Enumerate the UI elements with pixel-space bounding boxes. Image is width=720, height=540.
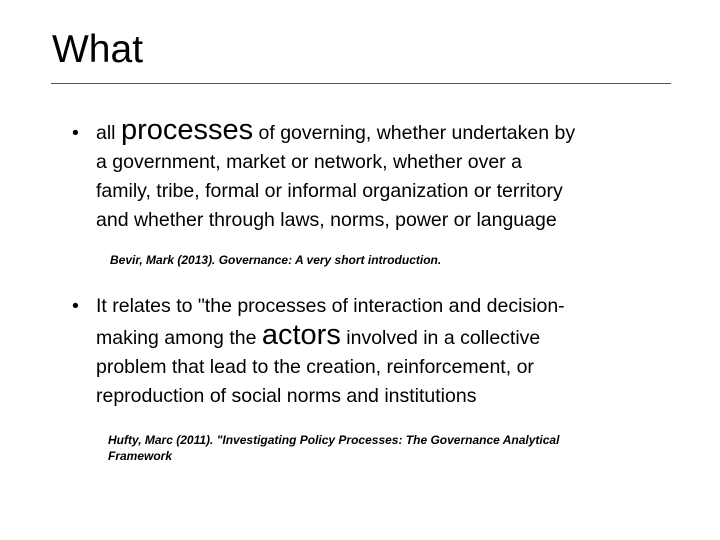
citation-line: Hufty, Marc (2011). "Investigating Policy Processes: The Governance Analytical — [108, 433, 560, 447]
bullet-item — [72, 292, 692, 411]
bullet-icon: • — [72, 122, 79, 144]
bullet-icon: • — [72, 295, 79, 317]
bullet-text: of governing, whether undertaken by — [253, 122, 576, 144]
bullet-line — [72, 321, 692, 353]
bullet-line — [72, 116, 692, 148]
bullet-line — [72, 292, 692, 321]
bullet-text: It relates to "the processes of interaction and decision- — [96, 295, 565, 317]
bullet-line: and whether through laws, norms, power or language — [96, 209, 557, 231]
bullet-text: making among the — [96, 327, 262, 349]
citation-line: Framework — [108, 449, 173, 463]
citation — [110, 252, 441, 268]
bullet-line: problem that lead to the creation, reinforcement, or — [96, 356, 534, 378]
bullet-text: all — [96, 122, 121, 144]
emphasis-word: processes — [120, 114, 254, 146]
citation — [108, 432, 668, 464]
bullet-line: reproduction of social norms and institutions — [96, 385, 477, 407]
slide-title: What — [52, 28, 144, 71]
bullet-text: involved in a collective — [340, 327, 541, 349]
bullet-line: family, tribe, formal or informal organization or territory — [96, 180, 563, 202]
citation-line: Bevir, Mark (2013). Governance: A very short introduction. — [110, 253, 442, 267]
bullet-item — [72, 116, 692, 235]
title-divider — [51, 83, 671, 84]
bullet-line: a government, market or network, whether over a — [96, 151, 522, 173]
emphasis-word: actors — [261, 319, 341, 351]
